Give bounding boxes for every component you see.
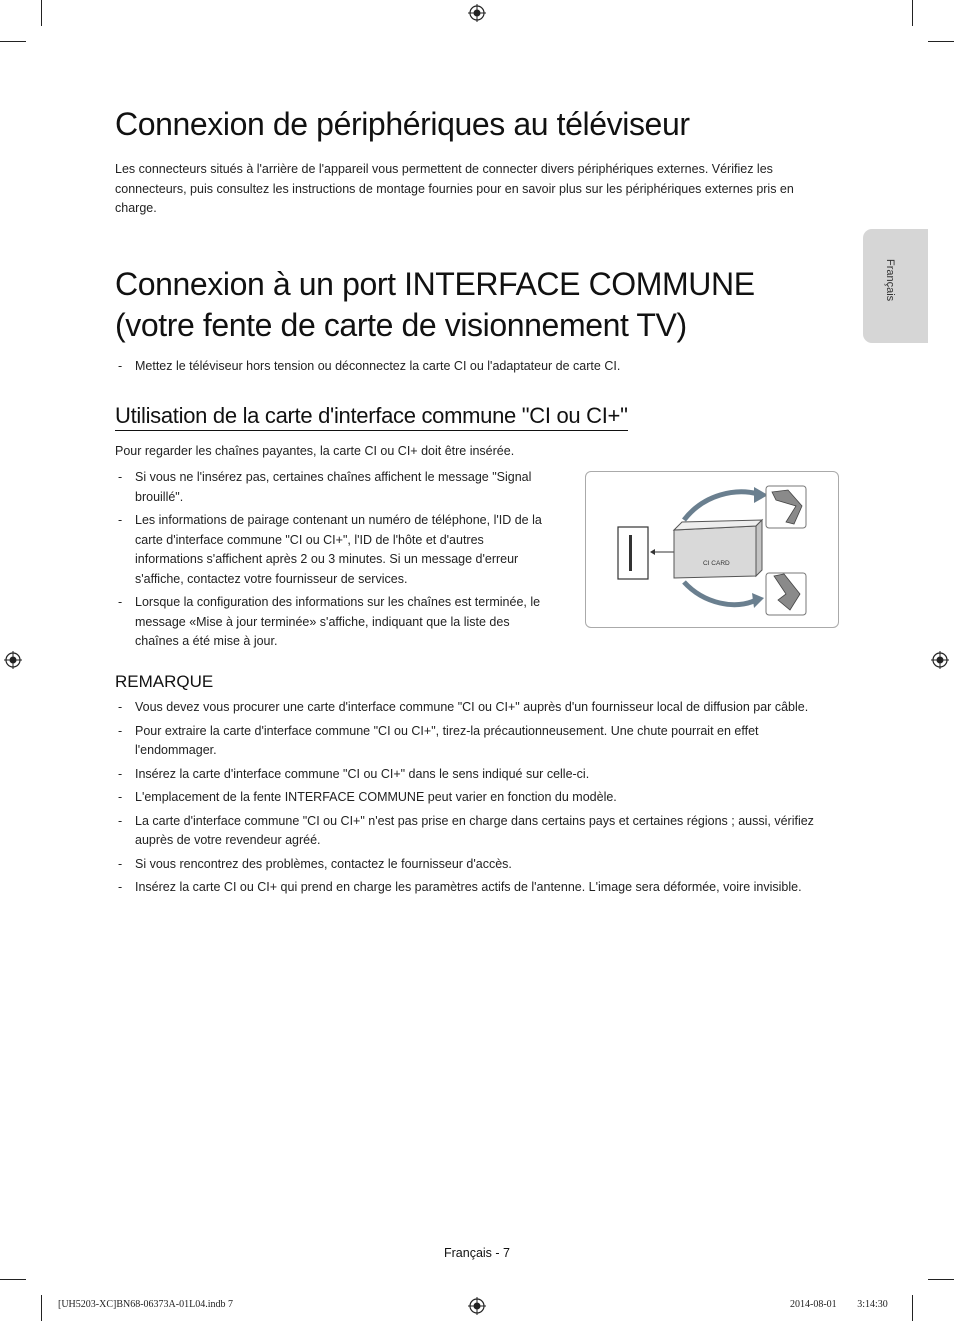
- print-slug-right: 2014-08-01 ￿￿ 3:14:30: [790, 1299, 888, 1310]
- ci-card-insertion-diagram: [586, 472, 837, 626]
- registration-mark-icon: [468, 4, 486, 22]
- remarque-list: [115, 698, 835, 902]
- crop-mark: [0, 1279, 26, 1280]
- list-item: - La carte d'interface commune "CI ou CI+" n'est pas prise en charge dans certains pays et certaines régions ; aussi, vérifiez auprès de votre revendeur agréé.: [115, 812, 835, 851]
- remarque-title: REMARQUE: [115, 672, 214, 691]
- crop-mark: [912, 1295, 913, 1321]
- registration-mark-icon: [4, 651, 22, 669]
- subsection-title: Utilisation de la carte d'interface commune "CI ou CI+": [115, 403, 628, 431]
- page-title: Connexion de périphériques au téléviseur: [115, 106, 690, 142]
- intro-paragraph: Les connecteurs situés à l'arrière de l'appareil vous permettent de connecter divers périphériques externes. Vérifiez les connecteurs, puis consultez les instructions de montage fournies pour en savoir plus sur les périphériques externes pris en charge.: [115, 162, 794, 215]
- crop-mark: [928, 41, 954, 42]
- crop-mark: [0, 41, 26, 42]
- language-tab: [863, 229, 928, 343]
- registration-mark-icon: [468, 1297, 486, 1315]
- crop-mark: [912, 0, 913, 26]
- section-title: [115, 264, 755, 346]
- ci-card-illustration: [585, 471, 839, 628]
- registration-mark-icon: [931, 651, 949, 669]
- page-number: Français - 7: [444, 1246, 510, 1260]
- list-item: - Insérez la carte CI ou CI+ qui prend en charge les paramètres actifs de l'antenne. L'image sera déformée, voire invisible.: [115, 878, 835, 898]
- ci-card-icon: [674, 520, 762, 578]
- language-tab-label: Français: [884, 259, 896, 302]
- crop-mark: [928, 1279, 954, 1280]
- section-title-line-2: (votre fente de carte de visionnement TV): [115, 307, 687, 343]
- list-item: - Si vous rencontrez des problèmes, contactez le fournisseur d'accès.: [115, 855, 835, 875]
- curved-arrow-icon: [752, 593, 764, 608]
- list-item: - Pour extraire la carte d'interface commune "CI ou CI+", tirez-la précautionneusement. Une chute pourrait en effet l'endommager.: [115, 722, 835, 761]
- crop-mark: [41, 1295, 42, 1321]
- subsection-list: [115, 468, 555, 656]
- list-item: - Vous devez vous procurer une carte d'interface commune "CI ou CI+" auprès d'un fournisseur local de diffusion par câble.: [115, 698, 835, 718]
- section-title-line-1: Connexion à un port INTERFACE COMMUNE: [115, 266, 755, 302]
- ci-card-label: CI CARD: [703, 560, 730, 567]
- list-item: - Si vous ne l'insérez pas, certaines chaînes affichent le message "Signal brouillé".: [115, 468, 555, 507]
- print-slug-left: [UH5203-XC]BN68-06373A-01L04.indb 7: [58, 1299, 233, 1310]
- list-item: - Les informations de pairage contenant un numéro de téléphone, l'ID de la carte d'interface commune "CI ou CI+", l'ID de l'hôte et d'autres informations s'affichent après 2 ou 3 minutes. Si un message d'erreur s'affiche, contactez votre fournisseur de services.: [115, 511, 555, 589]
- page-footer: [0, 1244, 954, 1262]
- list-item: - Lorsque la configuration des informations sur les chaînes est terminée, le message «Mise à jour terminée» s'affiche, indiquant que la liste des chaînes a été mise à jour.: [115, 593, 555, 652]
- subsection-intro: Pour regarder les chaînes payantes, la carte CI ou CI+ doit être insérée.: [115, 444, 515, 458]
- section-note-list: [115, 357, 835, 381]
- list-item: - Mettez le téléviseur hors tension ou déconnectez la carte CI ou l'adaptateur de carte CI.: [115, 357, 835, 377]
- list-item: - Insérez la carte d'interface commune "CI ou CI+" dans le sens indiqué sur celle-ci.: [115, 765, 835, 785]
- crop-mark: [41, 0, 42, 26]
- list-item: - L'emplacement de la fente INTERFACE COMMUNE peut varier en fonction du modèle.: [115, 788, 835, 808]
